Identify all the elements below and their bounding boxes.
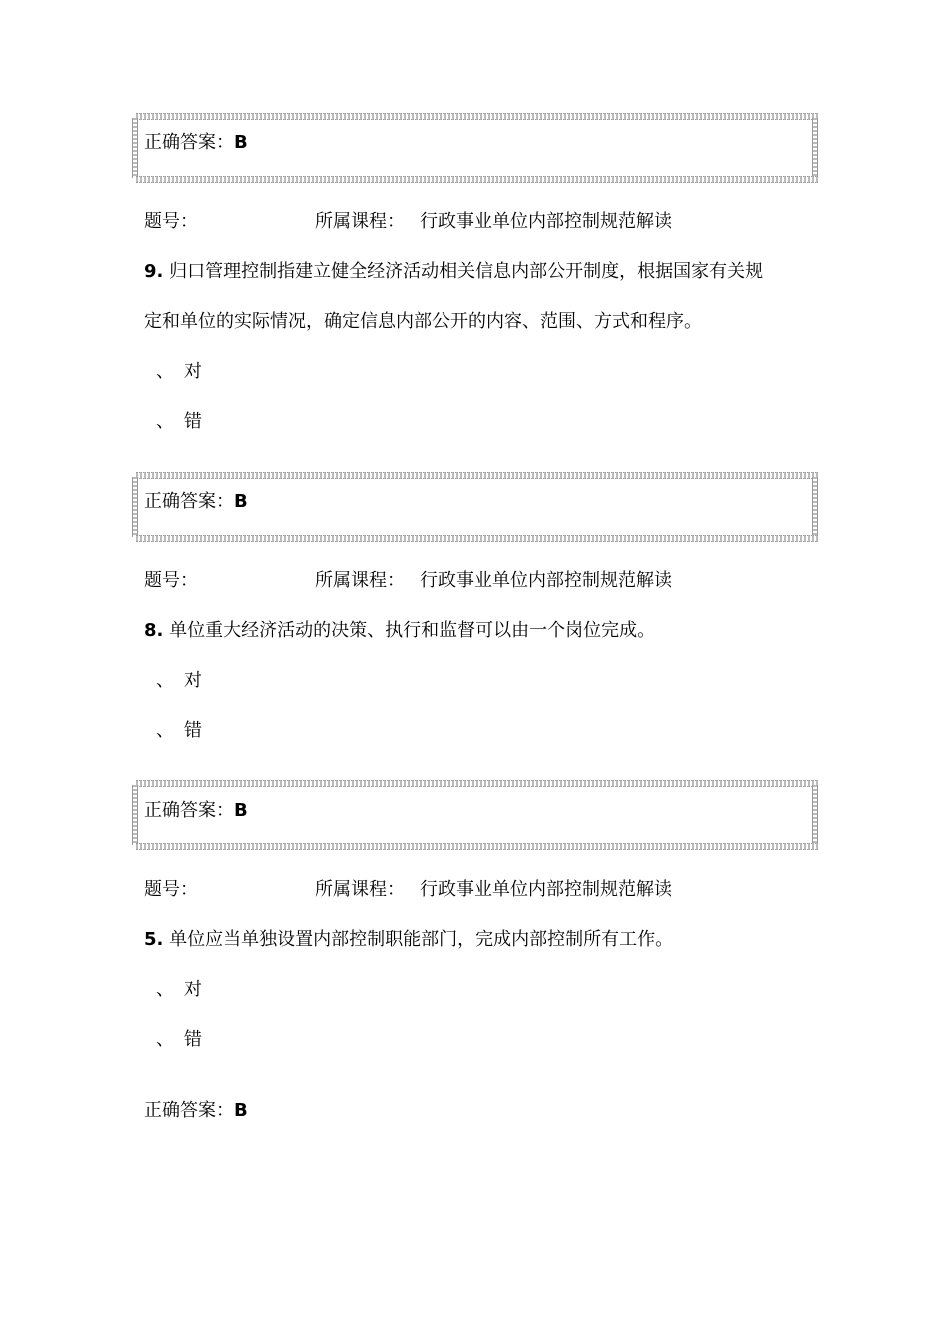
box-border-top <box>136 472 818 479</box>
course-name: 行政事业单位内部控制规范解读 <box>420 570 672 591</box>
option-separator: 、 <box>156 411 174 432</box>
question-number-label: 题号： <box>144 570 198 591</box>
answer-value: B <box>234 132 248 153</box>
option-separator: 、 <box>156 361 174 382</box>
answer-value: B <box>234 1100 248 1121</box>
question-number-label: 题号： <box>144 879 198 900</box>
question-line: 单位应当单独设置内部控制职能部门，完成内部控制所有工作。 <box>169 929 674 950</box>
question-number-label: 题号： <box>144 211 198 232</box>
box-border-top <box>136 113 818 120</box>
correct-answer <box>144 799 248 823</box>
box-border-right <box>812 118 818 178</box>
option-separator: 、 <box>156 1029 174 1050</box>
option-separator: 、 <box>156 720 174 741</box>
option-label: 错 <box>184 411 202 432</box>
option-true[interactable] <box>156 360 202 384</box>
course-name: 行政事业单位内部控制规范解读 <box>420 879 672 900</box>
option-false[interactable] <box>156 410 202 434</box>
answer-label: 正确答案： <box>144 491 234 512</box>
box-border-left <box>132 785 138 845</box>
box-border-left <box>132 118 138 178</box>
answer-box <box>132 113 818 183</box>
correct-answer <box>144 490 248 514</box>
option-separator: 、 <box>156 979 174 1000</box>
answer-label: 正确答案： <box>144 800 234 821</box>
answer-value: B <box>234 491 248 512</box>
option-false[interactable] <box>156 1028 202 1052</box>
option-true[interactable] <box>156 978 202 1002</box>
question-text <box>144 260 763 284</box>
option-label: 对 <box>184 670 202 691</box>
answer-label: 正确答案： <box>144 132 234 153</box>
question-line: 单位重大经济活动的决策、执行和监督可以由一个岗位完成。 <box>169 620 656 641</box>
box-border-bottom <box>136 843 818 850</box>
option-label: 错 <box>184 1029 202 1050</box>
question-number: 5. <box>144 929 164 950</box>
box-border-bottom <box>136 176 818 183</box>
correct-answer <box>144 1099 248 1123</box>
option-true[interactable] <box>156 669 202 693</box>
box-border-left <box>132 477 138 537</box>
course-label: 所属课程： <box>315 879 405 900</box>
answer-box <box>132 472 818 542</box>
question-line: 归口管理控制指建立健全经济活动相关信息内部公开制度，根据国家有关规 <box>169 261 764 282</box>
answer-value: B <box>234 800 248 821</box>
box-border-right <box>812 477 818 537</box>
box-border-top <box>136 780 818 787</box>
question-line: 定和单位的实际情况，确定信息内部公开的内容、范围、方式和程序。 <box>144 311 702 332</box>
correct-answer <box>144 131 248 155</box>
question-number: 8. <box>144 620 164 641</box>
question-number: 9. <box>144 261 164 282</box>
course-label: 所属课程： <box>315 570 405 591</box>
option-label: 对 <box>184 361 202 382</box>
box-border-right <box>812 785 818 845</box>
option-false[interactable] <box>156 719 202 743</box>
option-label: 错 <box>184 720 202 741</box>
course-name: 行政事业单位内部控制规范解读 <box>420 211 672 232</box>
box-border-bottom <box>136 535 818 542</box>
answer-label: 正确答案： <box>144 1100 234 1121</box>
option-separator: 、 <box>156 670 174 691</box>
question-text <box>144 619 655 643</box>
question-text <box>144 928 673 952</box>
option-label: 对 <box>184 979 202 1000</box>
answer-box <box>132 780 818 850</box>
course-label: 所属课程： <box>315 211 405 232</box>
